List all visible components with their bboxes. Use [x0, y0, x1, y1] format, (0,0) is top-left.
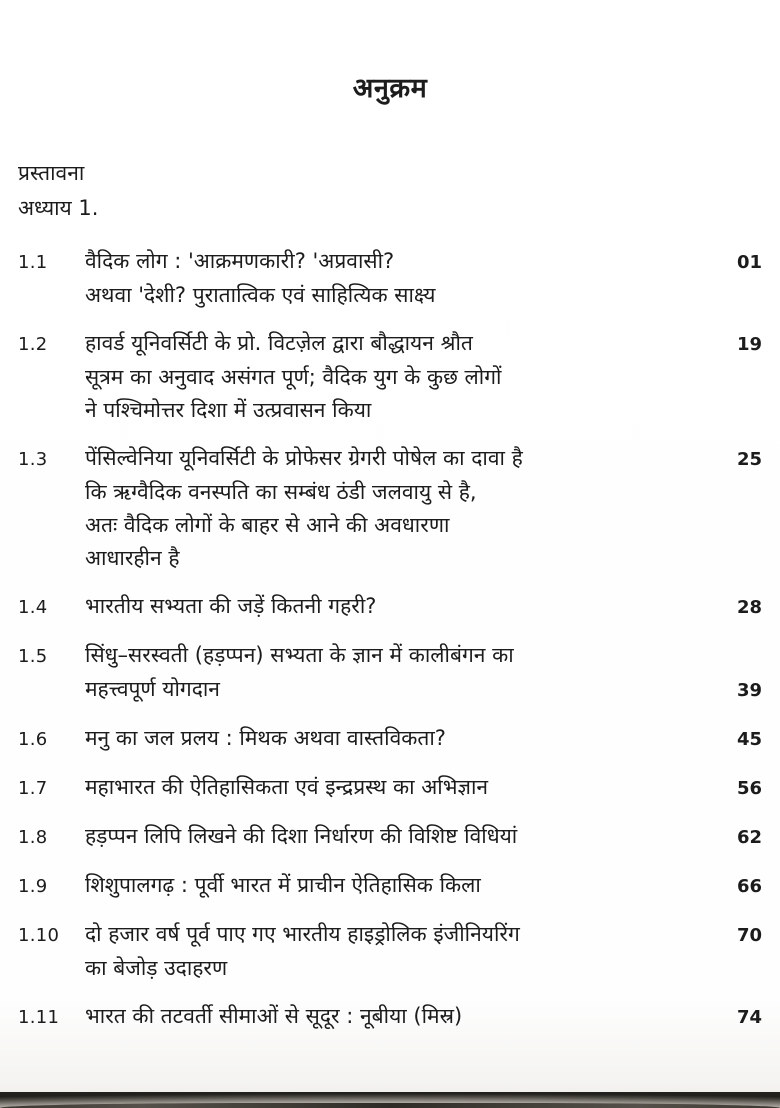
entry-page-number: 39 [736, 680, 762, 701]
page-title: अनुक्रम [352, 73, 428, 104]
entry-title-line: वैदिक लोग : 'आक्रमणकारी? 'अप्रवासी? [85, 249, 395, 273]
toc-entry-line [18, 639, 762, 673]
preface-label: प्रस्तावना [18, 161, 85, 185]
entry-title-line: सूत्रम का अनुवाद असंगत पूर्ण; वैदिक युग के कुछ लोगों [85, 365, 502, 389]
toc-entry [18, 639, 762, 707]
toc-entry-line [18, 590, 762, 624]
toc-entry [18, 442, 762, 575]
toc-entry-line [18, 442, 762, 476]
toc-entry [18, 590, 762, 624]
toc-entry [18, 245, 762, 312]
toc-entry-line [18, 722, 762, 756]
entry-page-number: 56 [736, 778, 762, 799]
entry-title-line: शिशुपालगढ़ : पूर्वी भारत में प्राचीन ऐतिहासिक किला [85, 873, 481, 897]
chapter-label: अध्याय 1. [18, 196, 99, 220]
entry-page-number: 74 [736, 1007, 762, 1028]
entry-title-line: सिंधु–सरस्वती (हड़प्पन) सभ्यता के ज्ञान में कालीबंगन का [85, 643, 514, 667]
toc-entry-line [18, 279, 762, 312]
toc-entry-line [18, 361, 762, 394]
toc-entry [18, 771, 762, 805]
entry-title-line: भारत की तटवर्ती सीमाओं से सूदूर : नूबीया (मिस्र) [85, 1004, 463, 1028]
front-matter [18, 157, 780, 225]
entry-number: 1.11 [18, 1007, 60, 1028]
entry-number: 1.4 [18, 597, 48, 618]
entry-number: 1.7 [18, 778, 48, 799]
entry-number: 1.3 [18, 449, 48, 470]
entry-title-line: हड़प्पन लिपि लिखने की दिशा निर्धारण की विशिष्ट विधियां [85, 824, 518, 848]
entry-title-line: आधारहीन है [85, 546, 180, 570]
toc-entry [18, 1000, 762, 1034]
entry-title-line: अतः वैदिक लोगों के बाहर से आने की अवधारणा [85, 513, 450, 537]
entry-page-number: 19 [736, 334, 762, 355]
entry-title-line: अथवा 'देशी? पुरातात्विक एवं साहित्यिक साक्ष्य [85, 283, 436, 307]
scan-shadow [0, 1092, 780, 1108]
toc-entry [18, 722, 762, 756]
entry-title-line: महत्त्वपूर्ण योगदान [85, 677, 220, 701]
page-bottom-edge [0, 1103, 780, 1108]
toc-entry [18, 918, 762, 985]
entry-page-number: 28 [736, 597, 762, 618]
toc-entries [18, 245, 762, 1034]
entry-title-line: का बेजोड़ उदाहरण [85, 956, 228, 980]
entry-number: 1.8 [18, 827, 48, 848]
toc-entry-line [18, 952, 762, 985]
entry-title-line: मनु का जल प्रलय : मिथक अथवा वास्तविकता? [85, 726, 446, 750]
toc-entry [18, 327, 762, 427]
entry-title-line: हावर्ड यूनिवर्सिटी के प्रो. विटज़ेल द्वारा बौद्धायन श्रौत [85, 331, 473, 355]
entry-page-number: 45 [736, 729, 762, 750]
toc-entry-line [18, 869, 762, 903]
entry-page-number: 66 [736, 876, 762, 897]
entry-page-number: 25 [736, 449, 762, 470]
toc-entry-line [18, 1000, 762, 1034]
entry-number: 1.10 [18, 925, 60, 946]
toc-entry-line [18, 327, 762, 361]
entry-number: 1.1 [18, 252, 48, 273]
entry-title-line: पेंसिल्वेनिया यूनिवर्सिटी के प्रोफेसर ग्रेगरी पोषेल का दावा है [85, 446, 523, 470]
entry-title-line: कि ऋग्वैदिक वनस्पति का सम्बंध ठंडी जलवायु से है, [85, 480, 477, 504]
toc-entry [18, 820, 762, 854]
toc-entry-line [18, 476, 762, 509]
entry-page-number: 70 [736, 925, 762, 946]
toc-entry-line [18, 673, 762, 707]
toc-entry-line [18, 394, 762, 427]
entry-title-line: ने पश्चिमोत्तर दिशा में उत्प्रवासन किया [85, 398, 372, 422]
toc-entry-line [18, 820, 762, 854]
entry-number: 1.2 [18, 334, 48, 355]
entry-title-line: महाभारत की ऐतिहासिकता एवं इन्द्रप्रस्थ का अभिज्ञान [85, 775, 489, 799]
entry-number: 1.6 [18, 729, 48, 750]
entry-number: 1.5 [18, 646, 48, 667]
entry-number: 1.9 [18, 876, 48, 897]
toc-entry-line [18, 245, 762, 279]
toc-entry-line [18, 509, 762, 542]
toc-entry [18, 869, 762, 903]
entry-title-line: दो हजार वर्ष पूर्व पाए गए भारतीय हाइड्रोलिक इंजीनियरिंग [85, 922, 520, 946]
entry-page-number: 01 [736, 252, 762, 273]
entry-page-number: 62 [736, 827, 762, 848]
toc-entry-line [18, 771, 762, 805]
toc-entry-line [18, 918, 762, 952]
toc-entry-line [18, 542, 762, 575]
entry-title-line: भारतीय सभ्यता की जड़ें कितनी गहरी? [85, 594, 377, 618]
